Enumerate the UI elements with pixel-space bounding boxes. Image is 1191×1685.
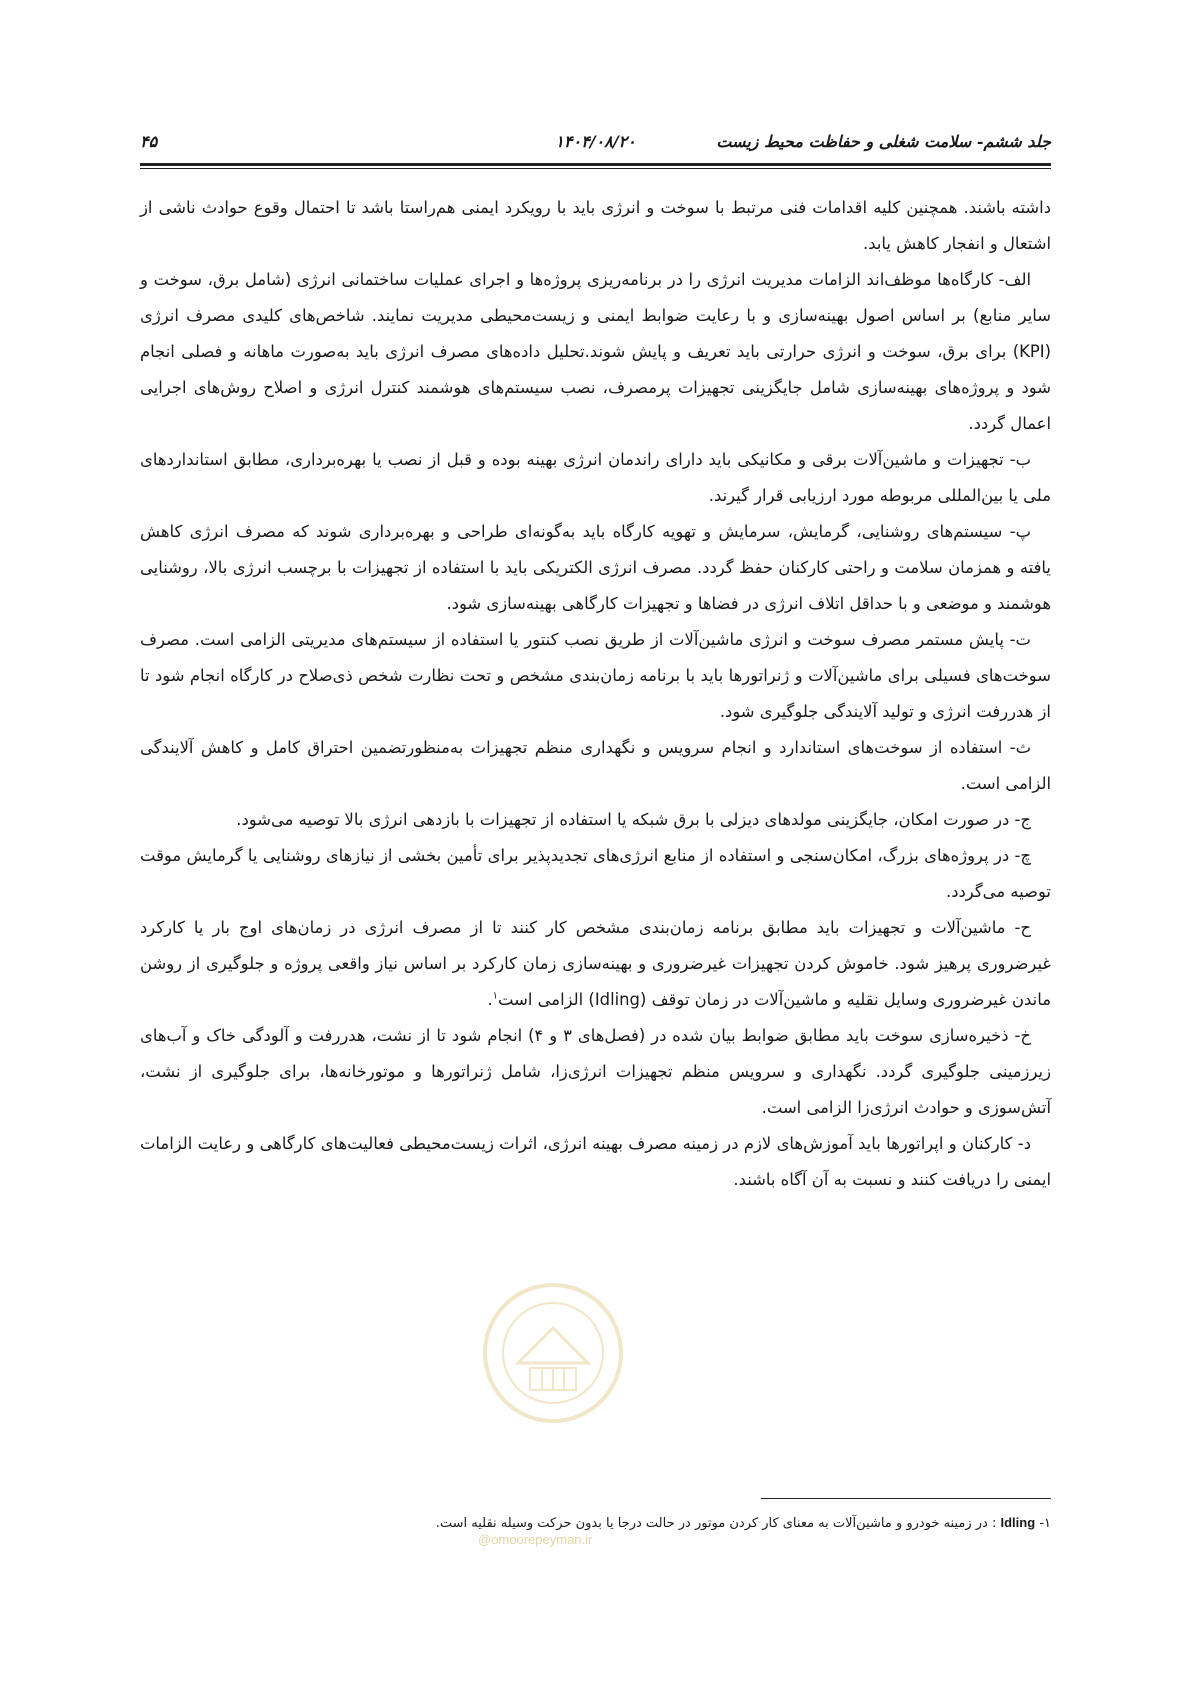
footnote: [140, 1512, 1051, 1535]
footnote-text: : در زمینه خودرو و ماشین‌آلات به معنای کار کردن موتور در حالت درجا یا بدون حرکت وسیله نقلیه است.: [435, 1516, 997, 1531]
paragraph-he-text: ح- ماشین‌آلات و تجهیزات باید مطابق برنامه زمان‌بندی مشخص کار کنند تا از مصرف انرژی در زمان‌های اوج بار یا کارکرد غیرضروری پرهیز شود. خاموش کردن تجهیزات غیرضروری و بهینه‌سازی زمان کارکرد بر اساس نیاز واقعی پروژه و جلوگیری از روشن ماندن غیرضروری وسایل نقلیه و ماشین‌آلات در زمان توقف (Idling) الزامی است: [140, 918, 1051, 1009]
seal-watermark-icon: [478, 1268, 628, 1438]
footnote-rule: [761, 1498, 1051, 1499]
paragraph-jim: ج- در صورت امکان، جایگزینی مولدهای دیزلی با برق شبکه یا استفاده از تجهیزات با بازدهی انرژی بالا توصیه می‌شود.: [236, 810, 1031, 829]
header-rule: [140, 163, 1051, 166]
footnote-marker: ۱-: [1039, 1516, 1051, 1531]
paragraph-he: ح- ماشین‌آلات و تجهیزات باید مطابق برنامه زمان‌بندی مشخص کار کنند تا از مصرف انرژی در زمان‌های اوج بار یا کارکرد غیرضروری پرهیز شود. خاموش کردن تجهیزات غیرضروری و بهینه‌سازی زمان کارکرد بر اساس نیاز واقعی پروژه و جلوگیری از روشن ماندن غیرضروری وسایل نقلیه و ماشین‌آلات در زمان توقف (Idling) الزامی است$^۱$.: [140, 918, 1051, 1009]
paragraph-dal: د- کارکنان و اپراتورها باید آموزش‌های لازم در زمینه مصرف بهینه انرژی، اثرات زیست‌محیطی فعالیت‌های کارگاهی و رعایت الزامات ایمنی را دریافت کنند و نسبت به آن آگاه باشند.: [140, 1134, 1051, 1189]
page-number: ۴۵: [140, 131, 158, 151]
body-text: [140, 190, 1051, 1198]
footnote-reference[interactable]: ۱: [492, 990, 499, 1002]
header-rule-thin: [140, 168, 1051, 169]
paragraph-che: چ- در پروژه‌های بزرگ، امکان‌سنجی و استفاده از منابع انرژی‌های تجدیدپذیر برای تأمین بخشی از نیازهای روشنایی یا گرمایش موقت توصیه می‌گردد.: [140, 846, 1051, 901]
header-date: ۱۴۰۴/۰۸/۲۰: [555, 131, 636, 151]
paragraph: داشته باشند. همچنین کلیه اقدامات فنی مرتبط با سوخت و انرژی باید با رویکرد ایمنی هم‌راستا باشد تا احتمال وقوع حوادث ناشی از اشتعال و انفجار کاهش یابد.: [140, 198, 1051, 253]
paragraph-be: ب- تجهیزات و ماشین‌آلات برقی و مکانیکی باید دارای راندمان انرژی بهینه بوده و قبل از نصب یا بهره‌برداری، مطابق استانداردهای ملی یا بین‌المللی مربوطه مورد ارزیابی قرار گیرند.: [140, 450, 1051, 505]
paragraph-se: ث- استفاده از سوخت‌های استاندارد و انجام سرویس و نگهداری منظم تجهیزات به‌منظورتضمین احتراق کامل و کاهش آلایندگی الزامی است.: [140, 738, 1051, 793]
paragraph-alef: الف- کارگاه‌ها موظف‌اند الزامات مدیریت انرژی را در برنامه‌ریزی پروژه‌ها و اجرای عملیات ساختمانی انرژی (شامل برق، سوخت و سایر منابع) بر اساس اصول بهینه‌سازی و با رعایت ضوابط ایمنی و زیست‌محیطی مدیریت نمایند. شاخص‌های کلیدی مصرف انرژی (KPI) برای برق، سوخت و انرژی حرارتی باید تعریف و پایش شوند.تحلیل داده‌های مصرف انرژی باید به‌صورت ماهانه و فصلی انجام شود و پروژه‌های بهینه‌سازی شامل جایگزینی تجهیزات پرمصرف، نصب سیستم‌های هوشمند کنترل انرژی و اصلاح روش‌های اجرایی اعمال گردد.: [140, 270, 1051, 433]
paragraph-te: ت- پایش مستمر مصرف سوخت و انرژی ماشین‌آلات از طریق نصب کنتور یا استفاده از سیستم‌های مدیریتی الزامی است. مصرف سوخت‌های فسیلی برای ماشین‌آلات و ژنراتورها باید با برنامه زمان‌بندی مشخص و تحت نظارت شخص ذی‌صلاح در کارگاه انجام شود تا از هدررفت انرژی و تولید آلایندگی جلوگیری شود.: [140, 630, 1051, 721]
footnote-term: Idling: [1000, 1515, 1036, 1530]
journal-title: جلد ششم- سلامت شغلی و حفاظت محیط زیست: [716, 131, 1051, 151]
running-header: [140, 128, 1051, 154]
paragraph-pe: پ- سیستم‌های روشنایی، گرمایش، سرمایش و تهویه کارگاه باید به‌گونه‌ای طراحی و بهره‌برداری شوند که مصرف انرژی کاهش یافته و همزمان سلامت و راحتی کارکنان حفظ گردد. مصرف انرژی الکتریکی باید با استفاده از تجهیزات با برچسب انرژی بالا، روشنایی هوشمند و موضعی و با حداقل اتلاف انرژی در فضاها و تجهیزات کارگاهی بهینه‌سازی شود.: [140, 522, 1051, 613]
paragraph-khe: خ- ذخیره‌سازی سوخت باید مطابق ضوابط بیان شده در (فصل‌های ۳ و ۴) انجام شود تا از نشت، هدررفت و آلودگی خاک و آب‌های زیرزمینی جلوگیری گردد. نگهداری و سرویس منظم تجهیزات انرژی‌زا، شامل ژنراتورها و موتورخانه‌ها، برای جلوگیری از نشت، آتش‌سوزی و حوادث انرژی‌زا الزامی است.: [140, 1026, 1051, 1117]
watermark-url: @omoorepeyman.ir: [478, 1532, 593, 1547]
